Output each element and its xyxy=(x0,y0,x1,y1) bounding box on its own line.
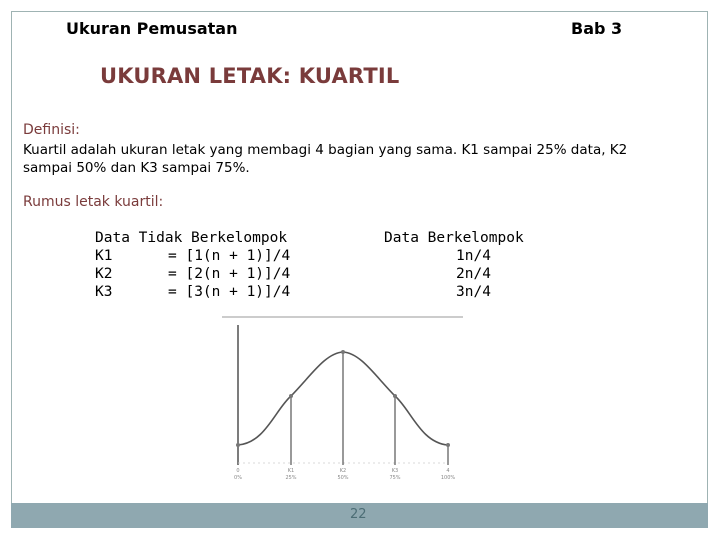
definition-text: Kuartil adalah ukuran letak yang membagi 4 bagian yang sama. K1 sampai 25% data, K2 sampai 50% dan K3 sampai 75%. xyxy=(23,142,628,176)
tick-percent: 75% xyxy=(389,475,401,481)
definition-label: Definisi: xyxy=(23,122,80,138)
ungrouped-row-formula: = [1(n + 1)]/4 xyxy=(168,248,291,264)
ungrouped-row-formula: = [2(n + 1)]/4 xyxy=(168,266,291,282)
tick-percent: 100% xyxy=(440,475,456,481)
curve-point xyxy=(289,394,293,398)
formula-label: Rumus letak kuartil: xyxy=(23,194,164,210)
tick-percent: 50% xyxy=(337,475,349,481)
tick-label: K3 xyxy=(391,468,399,474)
grouped-value: 2n/4 xyxy=(456,266,491,282)
header-chapter: Bab 3 xyxy=(571,19,623,38)
grouped-value: 1n/4 xyxy=(456,248,491,264)
ungrouped-row-label: K1 xyxy=(95,248,113,264)
page-number: 22 xyxy=(350,507,367,522)
header-topic: Ukuran Pemusatan xyxy=(66,19,238,38)
curve-point xyxy=(446,443,450,447)
curve-point xyxy=(236,443,240,447)
curve-point xyxy=(393,394,397,398)
curve-point xyxy=(341,350,345,354)
slide-title: UKURAN LETAK: KUARTIL xyxy=(100,64,400,88)
tick-percent: 0% xyxy=(234,475,242,481)
grouped-title: Data Berkelompok xyxy=(384,230,524,246)
grouped-value: 3n/4 xyxy=(456,284,491,300)
ungrouped-row-label: K3 xyxy=(95,284,113,300)
ungrouped-row-formula: = [3(n + 1)]/4 xyxy=(168,284,291,300)
ungrouped-row-label: K2 xyxy=(95,266,113,282)
tick-label: K1 xyxy=(287,468,295,474)
tick-label: 4 xyxy=(446,468,450,474)
tick-percent: 25% xyxy=(285,475,297,481)
ungrouped-title: Data Tidak Berkelompok xyxy=(95,230,288,246)
tick-label: K2 xyxy=(339,468,347,474)
quartile-curve-figure xyxy=(220,315,465,485)
tick-label: 0 xyxy=(236,468,240,474)
